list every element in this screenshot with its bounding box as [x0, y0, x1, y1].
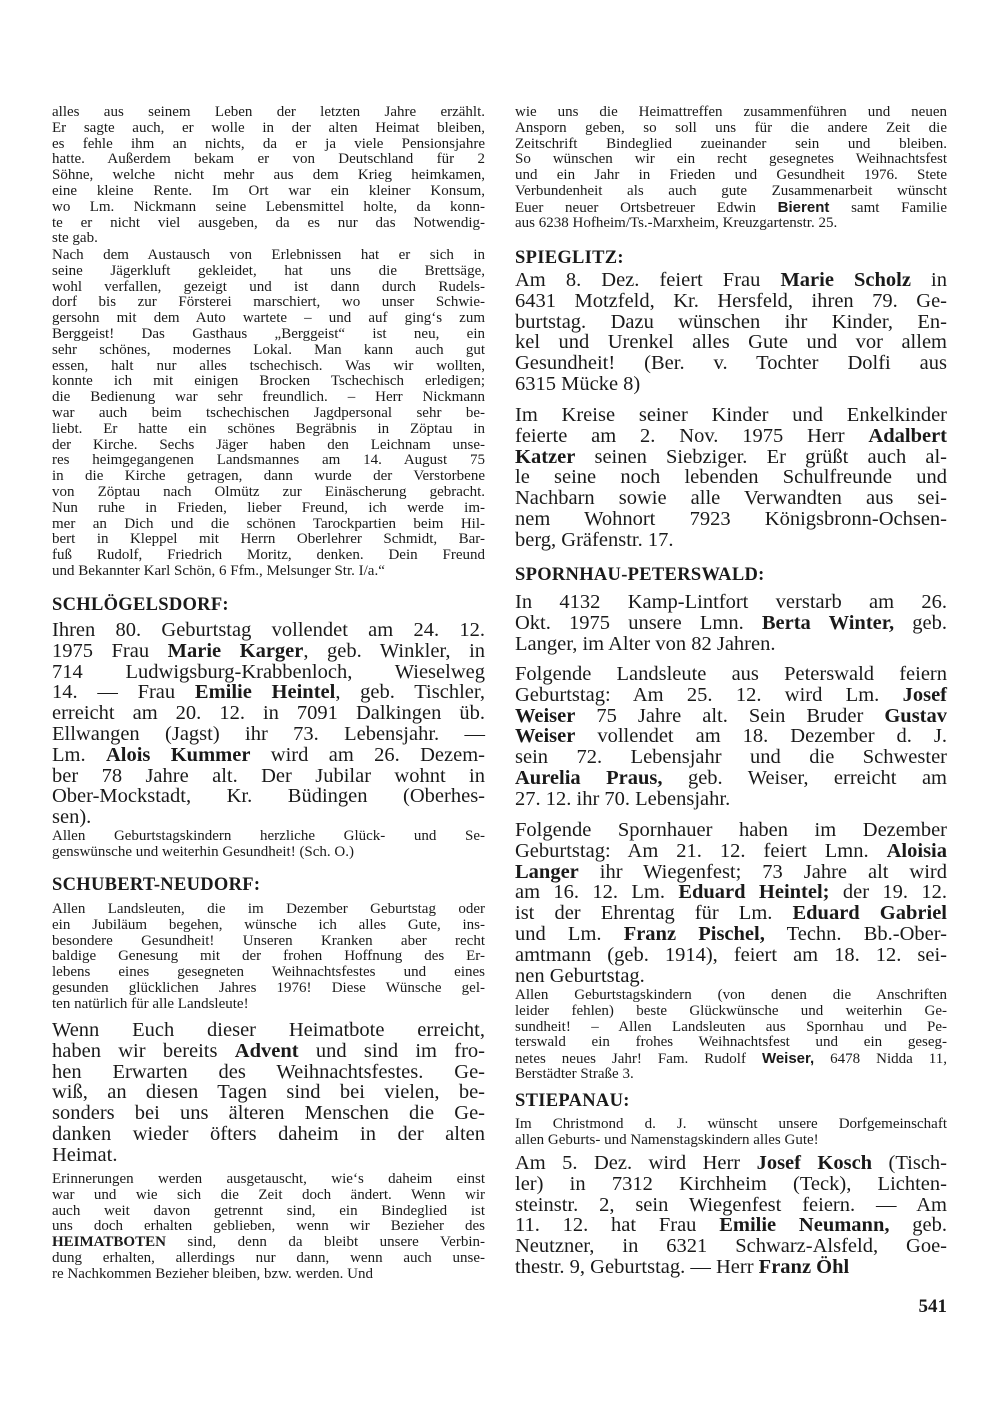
paragraph	[515, 820, 947, 986]
text-line: Berstädter Straße 3.	[515, 1065, 634, 1082]
text-line: 6431 Motzfeld, Kr. Hersfeld, ihren 79. Ge-	[515, 289, 947, 312]
text-line: Gesundheit! (Ber. v. Tochter Dolfi aus	[515, 352, 947, 375]
section-heading: SPORNHAU-PETERSWALD:	[515, 565, 765, 585]
bold-name: Marie Scholz	[780, 269, 911, 291]
text-line: le seine noch lebenden Schulfreunde und	[515, 466, 947, 489]
text-line: von Zöptau nach Olmütz zur Einäscherung gebracht.	[52, 483, 485, 500]
text-line: te er nicht viel ausgeben, da es nur das Notwendig-	[52, 214, 485, 231]
paragraph	[515, 105, 947, 231]
text-line: wie uns die Heimattreffen zusammenführen und neuen	[515, 104, 947, 120]
bold-name: Bierent	[777, 198, 830, 216]
text-line: erreicht am 20. 12. in 7091 Dalkingen üb.	[52, 702, 485, 725]
text-line: Zeitschrift Bindeglied zueinander sein und bleiben.	[515, 135, 947, 152]
text-line: seine Jägerkluft gekleidet, hat uns die Brettsäge,	[52, 262, 485, 279]
text-line: Nun ruhe in Frieden, lieber Freund, ich werde im-	[52, 499, 485, 516]
bold-name: Weiser,	[761, 1050, 815, 1068]
text-line: dung erhalten, allerdings nur dann, wenn auch unse-	[52, 1249, 485, 1266]
bold-name: Berta Winter,	[761, 611, 895, 634]
bold-name: Eduard Gabriel	[792, 902, 947, 925]
paragraph	[515, 664, 947, 810]
text-line: uns doch erhalten geblieben, wenn wir Bezieher des	[52, 1218, 485, 1235]
text-line: wohl verfallen, gezeigt und ist dann durch Rudels-	[52, 278, 485, 295]
text-line: feierte am 2. Nov. 1975 Herr Adalbert	[515, 424, 947, 447]
text-line: steinstr. 2, sein Wiegenfest feiern. — Am	[515, 1193, 947, 1216]
text-line: allen Geburts- und Namenstagskindern alles Gute!	[515, 1131, 819, 1148]
paragraph	[52, 248, 485, 580]
text-line: Langer, im Alter von 82 Jahren.	[515, 632, 776, 655]
text-line: danken wieder öfters daheim in der alten	[52, 1122, 485, 1145]
bold-name: Emilie Heintel	[194, 681, 336, 704]
paragraph	[515, 405, 947, 551]
text-line: Ober-Mockstadt, Kr. Büdingen (Oberhes-	[52, 785, 485, 808]
text-line: Neutzner, in 6321 Schwarz-Alsfeld, Goe-	[515, 1235, 947, 1258]
text-line: HEIMATBOTEN sind, denn da bleibt unsere Verbin-	[52, 1234, 485, 1251]
text-line: burtstag. Dazu wünschen ihr Kinder, En-	[515, 310, 947, 333]
text-line: Ihren 80. Geburtstag vollendet am 24. 12.	[52, 619, 485, 641]
bold-name: Gustav	[884, 704, 947, 727]
text-line: sonders bei uns älteren Menschen die Ge-	[52, 1102, 485, 1125]
bold-name: Advent	[234, 1039, 299, 1062]
text-line: sein 72. Lebensjahr und die Schwester	[515, 746, 947, 769]
text-line: Allen Geburtstagskindern herzliche Glück- und Se-	[52, 828, 485, 844]
text-line: Wenn Euch dieser Heimatbote erreicht,	[52, 1019, 485, 1041]
text-line: kel und Urenkel alles Gute und vor allem	[515, 331, 947, 354]
text-line: sen).	[52, 806, 92, 829]
text-line: liebt. Er hatte ein schönes Begräbnis in Zöptau in	[52, 420, 485, 437]
bold-name: Aloisia	[886, 839, 947, 862]
paragraph	[52, 620, 485, 828]
text-line: essen, halt nur alles tschechisch. Was wir wollten,	[52, 357, 485, 374]
text-line: ler) in 7312 Kirchheim (Teck), Lichten-	[515, 1172, 947, 1195]
text-line: aus 6238 Hofheim/Ts.-Marxheim, Kreuzgartenstr. 25.	[515, 214, 838, 231]
text-line: Am 5. Dez. wird Herr Josef Kosch (Tisch-	[515, 1152, 947, 1174]
text-line: 11. 12. hat Frau Emilie Neumann, geb.	[515, 1214, 947, 1237]
text-line: Erinnerungen werden ausgetauscht, wie‘s daheim einst	[52, 1171, 485, 1187]
text-line: ten natürlich für alle Landsleute!	[52, 995, 249, 1012]
text-line: ist der Ehrentag für Lm. Eduard Gabriel	[515, 902, 947, 925]
text-line: auch weit davon getrennt sind, ein Bindeglied ist	[52, 1202, 485, 1219]
bold-name: Langer	[515, 860, 579, 883]
text-line: nen Geburtstag.	[515, 964, 645, 987]
text-line: die Bedienung war sehr freundlich. – Herr Nickmann	[52, 389, 485, 406]
text-line: leider fehlen) beste Glückwünsche und weiterhin Ge-	[515, 1002, 947, 1019]
text-line: ber 78 Jahre alt. Der Jubilar wohnt in	[52, 764, 485, 787]
text-line: ein Jubiläum begehen, wünsche ich alles Gute, ins-	[52, 916, 485, 933]
text-line: 27. 12. ihr 70. Lebensjahr.	[515, 787, 731, 810]
text-line: Allen Landsleuten, die im Dezember Geburtstag oder	[52, 901, 485, 917]
text-line: Im Kreise seiner Kinder und Enkelkinder	[515, 404, 947, 426]
text-line: nem Wohnort 7923 Königsbronn-Ochsen-	[515, 507, 947, 530]
text-line: 1975 Frau Marie Karger, geb. Winkler, in	[52, 639, 486, 662]
text-line: terswald ein frohes Weihnachtsfest und ein geseg-	[515, 1034, 947, 1051]
text-line: In 4132 Kamp-Lintfort verstarb am 26.	[515, 591, 947, 613]
text-line: wiß, an diesen Tagen sind bei vielen, be-	[52, 1081, 485, 1104]
text-line: haben wir bereits Advent und sind im fro-	[52, 1039, 486, 1062]
text-line: Am 8. Dez. feiert Frau Marie Scholz in	[515, 269, 947, 291]
bold-name: Emilie Neumann,	[719, 1214, 890, 1237]
text-line: res heimgegangenen Landsmannes am 14. August 75	[52, 452, 485, 469]
text-line: genswünsche und weiterhin Gesundheit! (Sch. O.)	[52, 843, 355, 860]
text-line: und Lm. Franz Pischel, Techn. Bb.-Ober-	[515, 922, 947, 945]
bold-name: Adalbert	[868, 424, 947, 447]
text-line: Folgende Spornhauer haben im Dezember	[515, 819, 947, 841]
text-line: So wünschen wir ein recht gesegnetes Weihnachtsfest	[515, 151, 947, 168]
text-line: war und wie sich die Zeit doch ändert. Wenn wir	[52, 1186, 485, 1203]
text-line: Nachbarn sowie alle Verwandten aus sei-	[515, 487, 947, 510]
text-line: ste gab.	[52, 230, 98, 247]
section-heading: SPIEGLITZ:	[515, 248, 624, 268]
text-line: sundheit! – Allen Landsleuten aus Spornhau und Pe-	[515, 1018, 947, 1035]
text-line: Folgende Landsleute aus Peterswald feiern	[515, 663, 947, 685]
text-line: und ein Jahr in Frieden und Gesundheit 1976. Stete	[515, 167, 947, 184]
text-line: gersohn mit dem Auto wartete – und auf ging‘s zum	[52, 310, 485, 327]
text-line: alles aus seinem Leben der letzten Jahre erzählt.	[52, 104, 485, 120]
paragraph	[515, 270, 947, 395]
bold-name: HEIMATBOTEN	[52, 1234, 166, 1251]
text-line: Weiser vollendet am 18. Dezember d. J.	[515, 725, 947, 748]
text-line: konnte ich mit einigen Brocken Tschechisch erledigen;	[52, 373, 485, 390]
text-line: Im Christmond d. J. wünscht unsere Dorfgemeinschaft	[515, 1116, 947, 1132]
text-line: fuß Rudolf, Friedrich Moritz, denken. Dein Freund	[52, 547, 485, 564]
text-line: Geburtstag: Am 21. 12. feiert Lmn. Aloisia	[515, 839, 947, 862]
text-line: es fehle ihm an nichts, da er ja viele Pensionsjahre	[52, 135, 485, 152]
text-line: Langer ihr Wiegenfest; 73 Jahre alt wird	[515, 860, 947, 883]
text-line: am 16. 12. Lm. Eduard Heintel; der 19. 12.	[515, 881, 947, 904]
paragraph	[52, 1020, 485, 1166]
text-line: Verbundenheit als auch gute Zusammenarbeit wünscht	[515, 182, 947, 199]
text-line: hatte. Außerdem bekam er von Deutschland für 2	[52, 151, 485, 168]
bold-name: Josef	[902, 683, 947, 706]
text-line: und Bekannter Karl Schön, 6 Ffm., Melsunger Str. I/a.“	[52, 562, 385, 579]
text-line: thestr. 9, Geburtstag. — Herr Franz Öhl	[515, 1255, 850, 1278]
bold-name: Franz Öhl	[758, 1255, 850, 1278]
section-heading: SCHLÖGELSDORF:	[52, 595, 229, 615]
paragraph	[52, 1172, 485, 1283]
text-line: war auch beim tschechischen Jagdpersonal sehr be-	[52, 404, 485, 421]
bold-name: Weiser	[515, 725, 576, 748]
bold-name: Eduard Heintel;	[678, 881, 830, 904]
text-line: Euer neuer Ortsbetreuer Edwin Bierent samt Familie	[515, 198, 947, 216]
text-line: Er sagte auch, er wolle in der alten Heimat bleiben,	[52, 119, 485, 136]
text-line: 6315 Mücke 8)	[515, 372, 641, 395]
text-line: hen Erwarten des Weihnachtsfestes. Ge-	[52, 1060, 485, 1083]
bold-name: Franz Pischel,	[623, 922, 765, 945]
text-line: lebens eines gesegneten Weihnachtsfestes und eines	[52, 964, 485, 981]
text-line: Berggeist! Das Gasthaus „Berggeist“ ist neu, ein	[52, 325, 485, 342]
text-line: Katzer seinen Siebziger. Er grüßt auch al-	[515, 445, 947, 468]
bold-name: Marie Karger	[167, 639, 304, 662]
paragraph	[515, 592, 947, 654]
paragraph	[52, 902, 485, 1013]
bold-name: Josef Kosch	[756, 1152, 873, 1174]
text-line: Ellwangen (Jagst) ihr 73. Lebensjahr. —	[52, 722, 485, 745]
section-heading: STIEPANAU:	[515, 1091, 630, 1111]
text-line: in die Kirche getragen, dann wurde der Verstorbene	[52, 468, 485, 485]
text-line: der Kirche. Sechs Jäger haben den Leichnam unse-	[52, 436, 485, 453]
text-line: netes neues Jahr! Fam. Rudolf Weiser, 6478 Nidda 11,	[515, 1050, 947, 1068]
bold-name: Aurelia Praus,	[515, 766, 663, 789]
text-line: bert in Kleppel mit Herrn Oberlehrer Schmidt, Bar-	[52, 531, 485, 548]
bold-name: Alois Kummer	[105, 743, 251, 766]
text-line: wo Lm. Nickmann seine Lebensmittel holte, da konn-	[52, 198, 485, 215]
text-line: eine kleine Rente. Im Ort war ein kleiner Konsum,	[52, 182, 485, 199]
text-line: Nach dem Austausch von Erlebnissen hat er sich in	[52, 247, 485, 263]
paragraph	[515, 1117, 947, 1149]
text-line: Okt. 1975 unsere Lmn. Berta Winter, geb.	[515, 611, 947, 634]
bold-name: Katzer	[515, 445, 576, 468]
text-line: sehr schönes, modernes Lokal. Man kann auch gut	[52, 341, 485, 358]
text-line: Weiser 75 Jahre alt. Sein Bruder Gustav	[515, 704, 947, 727]
text-line: Lm. Alois Kummer wird am 26. Dezem-	[52, 743, 485, 766]
text-line: Söhne, welche nicht mehr aus dem Krieg heimkamen,	[52, 167, 485, 184]
paragraph	[515, 988, 947, 1083]
text-line: Heimat.	[52, 1143, 118, 1166]
paragraph	[52, 105, 485, 247]
text-line: gesunden glücklichen Jahres 1976! Diese Wünsche gel-	[52, 979, 485, 996]
text-line: mer an Dich und die schönen Tarockpartien beim Hil-	[52, 515, 485, 532]
text-line: amtmann (geb. 1914), feiert am 18. 12. sei-	[515, 943, 947, 966]
text-line: Geburtstag: Am 25. 12. wird Lm. Josef	[515, 683, 947, 706]
text-line: besondere Gesundheit! Unseren Kranken aber recht	[52, 932, 485, 949]
text-line: Allen Geburtstagskindern (von denen die Anschriften	[515, 987, 947, 1003]
text-line: re Nachkommen Bezieher bleiben, bzw. werden. Und	[52, 1265, 373, 1282]
text-line: Ansporn geben, so soll uns für die andere Zeit die	[515, 119, 947, 136]
section-heading: SCHUBERT-NEUDORF:	[52, 875, 261, 895]
text-line: 714 Ludwigsburg-Krabbenloch, Wieselweg	[52, 660, 485, 683]
text-line: berg, Gräfenstr. 17.	[515, 528, 674, 551]
paragraph	[515, 1153, 947, 1278]
bold-name: Weiser	[515, 704, 576, 727]
text-line: dorf bis zur Försterei marschiert, wo unser Schwie-	[52, 294, 485, 311]
text-line: baldige Genesung mit der frohen Hoffnung des Er-	[52, 948, 485, 965]
page-number: 541	[918, 1296, 947, 1317]
paragraph	[52, 829, 485, 861]
text-line: 14. — Frau Emilie Heintel, geb. Tischler,	[52, 681, 486, 704]
text-line: Aurelia Praus, geb. Weiser, erreicht am	[515, 766, 947, 789]
